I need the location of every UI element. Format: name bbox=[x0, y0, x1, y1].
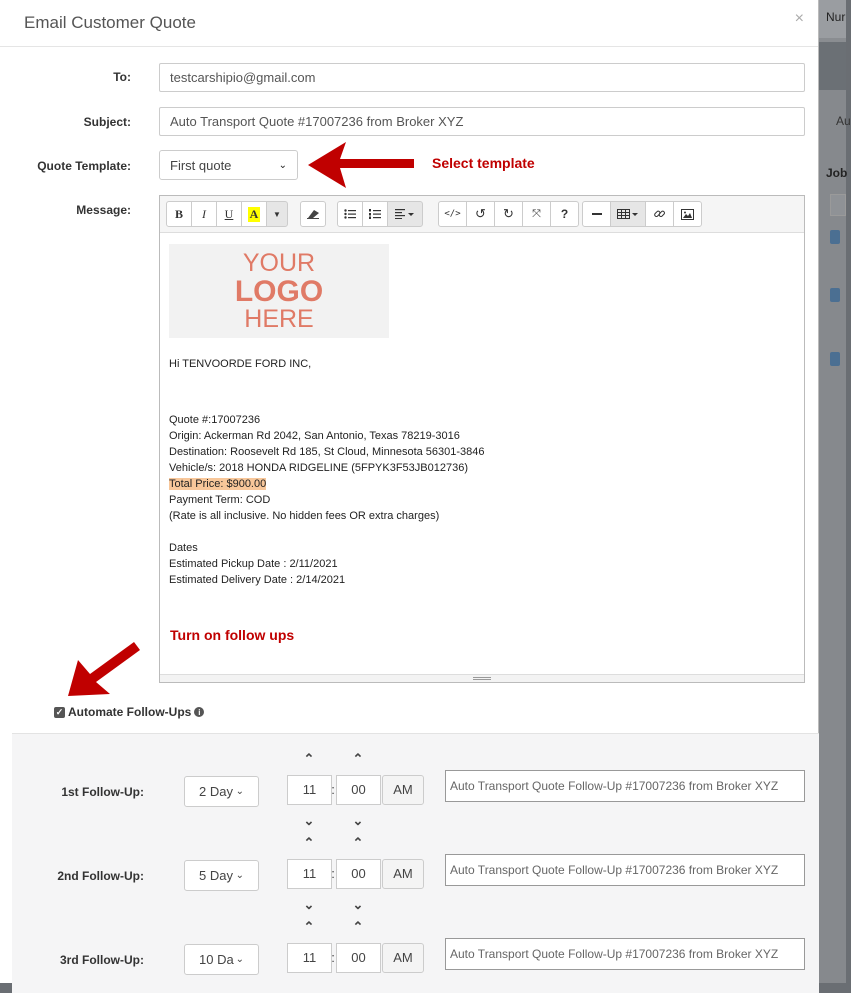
hour-up-icon[interactable]: ⌃ bbox=[303, 919, 315, 934]
followup-1-ampm-button[interactable]: AM bbox=[382, 775, 424, 805]
quote-template-label: Quote Template: bbox=[37, 159, 131, 173]
chevron-down-icon: ⌄ bbox=[235, 870, 244, 881]
background-column-header: Job bbox=[826, 166, 848, 180]
modal-title: Email Customer Quote bbox=[24, 13, 196, 32]
background-side-text: Au bbox=[836, 114, 851, 128]
followup-3-days-value: 10 Da bbox=[199, 952, 234, 967]
destination-text: Destination: Roosevelt Rd 185, St Cloud, Minnesota 56301-3846 bbox=[169, 446, 485, 458]
background-topbar bbox=[818, 0, 846, 38]
followup-2-hour[interactable]: 11 bbox=[287, 859, 332, 889]
time-separator: : bbox=[331, 866, 335, 881]
background-filter-box bbox=[830, 194, 846, 216]
automate-followups-row[interactable] bbox=[54, 705, 204, 719]
subject-field[interactable]: Auto Transport Quote #17007236 from Broker XYZ bbox=[159, 107, 805, 136]
fullscreen-icon[interactable]: ⤧ bbox=[522, 201, 551, 227]
to-label: To: bbox=[113, 70, 131, 84]
redo-icon[interactable]: ↻ bbox=[494, 201, 523, 227]
rate-note-text: (Rate is all inclusive. No hidden fees OR extra charges) bbox=[169, 510, 440, 522]
followup-3-label: 3rd Follow-Up: bbox=[60, 953, 144, 967]
close-icon[interactable]: × bbox=[794, 10, 804, 27]
message-label: Message: bbox=[76, 203, 131, 217]
followup-2-subject[interactable]: Auto Transport Quote Follow-Up #17007236 from Broker XYZ bbox=[445, 854, 805, 886]
followup-1-label: 1st Follow-Up: bbox=[61, 785, 144, 799]
minute-up-icon[interactable]: ⌃ bbox=[352, 835, 364, 850]
logo-line-2: LOGO bbox=[234, 274, 324, 308]
followups-arrow-icon bbox=[66, 640, 142, 698]
to-field[interactable]: testcarshipio@gmail.com bbox=[159, 63, 805, 92]
followup-1-hour[interactable]: 11 bbox=[287, 775, 332, 805]
followup-2-label: 2nd Follow-Up: bbox=[57, 869, 144, 883]
hour-down-icon[interactable]: ⌄ bbox=[303, 897, 315, 912]
followup-1-days-value: 2 Day bbox=[199, 784, 233, 799]
followups-panel bbox=[12, 733, 819, 993]
time-separator: : bbox=[331, 950, 335, 965]
toolbar-font-group bbox=[166, 201, 288, 227]
quote-template-value: First quote bbox=[170, 157, 232, 173]
align-icon[interactable] bbox=[387, 201, 423, 227]
followups-annotation: Turn on follow ups bbox=[170, 627, 295, 643]
link-icon[interactable] bbox=[645, 201, 674, 227]
italic-icon[interactable]: I bbox=[191, 201, 217, 227]
modal-header bbox=[0, 0, 818, 47]
chevron-down-icon: ⌄ bbox=[235, 954, 244, 965]
table-icon[interactable] bbox=[610, 201, 646, 227]
unordered-list-icon[interactable] bbox=[337, 201, 363, 227]
followup-2-ampm-button[interactable]: AM bbox=[382, 859, 424, 889]
dates-heading: Dates bbox=[169, 542, 198, 554]
hour-up-icon[interactable]: ⌃ bbox=[303, 835, 315, 850]
background-dark-band bbox=[818, 42, 846, 90]
select-template-annotation: Select template bbox=[432, 155, 535, 171]
quote-number-text: Quote #:17007236 bbox=[169, 414, 261, 426]
dropdown-icon[interactable]: ▼ bbox=[266, 201, 288, 227]
delivery-date-text: Estimated Delivery Date : 2/14/2021 bbox=[169, 574, 346, 586]
followup-3-subject[interactable]: Auto Transport Quote Follow-Up #17007236 from Broker XYZ bbox=[445, 938, 805, 970]
quote-template-select[interactable] bbox=[159, 150, 298, 180]
vehicle-text: Vehicle/s: 2018 HONDA RIDGELINE (5FPYK3F53JB012736) bbox=[169, 462, 468, 474]
minute-up-icon[interactable]: ⌃ bbox=[352, 919, 364, 934]
help-icon[interactable]: ? bbox=[550, 201, 579, 227]
followup-2-days-select[interactable] bbox=[184, 860, 259, 891]
picture-icon[interactable] bbox=[673, 201, 702, 227]
minute-down-icon[interactable]: ⌄ bbox=[352, 813, 364, 828]
info-icon[interactable]: i bbox=[194, 707, 204, 717]
underline-icon[interactable]: U bbox=[216, 201, 242, 227]
followup-1-subject[interactable]: Auto Transport Quote Follow-Up #17007236 from Broker XYZ bbox=[445, 770, 805, 802]
minute-up-icon[interactable]: ⌃ bbox=[352, 751, 364, 766]
logo-line-3: HERE bbox=[244, 304, 314, 333]
followup-2-days-value: 5 Day bbox=[199, 868, 233, 883]
background-info-icon bbox=[830, 230, 840, 244]
toolbar-misc-group bbox=[438, 201, 579, 227]
background-info-icon bbox=[830, 352, 840, 366]
grip-icon bbox=[473, 677, 491, 680]
toolbar-para-group bbox=[337, 201, 423, 227]
hour-up-icon[interactable]: ⌃ bbox=[303, 751, 315, 766]
payment-term-text: Payment Term: COD bbox=[169, 494, 271, 506]
hour-down-icon[interactable]: ⌄ bbox=[303, 813, 315, 828]
toolbar-clear-group bbox=[301, 201, 326, 227]
chevron-down-icon: ⌄ bbox=[235, 786, 244, 797]
followup-3-days-select[interactable] bbox=[184, 944, 259, 975]
greeting-text: Hi TENVOORDE FORD INC, bbox=[169, 358, 312, 370]
editor-resize-handle[interactable] bbox=[160, 674, 804, 682]
automate-followups-label: Automate Follow-Ups bbox=[68, 705, 192, 719]
total-price-text: Total Price: $900.00 bbox=[169, 478, 267, 490]
background-right-strip bbox=[818, 0, 851, 983]
subject-label: Subject: bbox=[83, 115, 131, 129]
chevron-down-icon: ⌄ bbox=[278, 159, 287, 171]
followup-3-hour[interactable]: 11 bbox=[287, 943, 332, 973]
toolbar-insert-group bbox=[582, 201, 702, 227]
editor-toolbar bbox=[160, 196, 804, 233]
background-info-icon bbox=[830, 288, 840, 302]
code-view-icon[interactable]: </> bbox=[438, 201, 467, 227]
select-template-arrow-icon bbox=[306, 140, 418, 190]
minute-down-icon[interactable]: ⌄ bbox=[352, 897, 364, 912]
followup-1-minute[interactable]: 00 bbox=[336, 775, 381, 805]
font-color-icon[interactable]: A bbox=[241, 201, 267, 227]
horizontal-rule-icon[interactable] bbox=[582, 201, 611, 227]
followup-3-minute[interactable]: 00 bbox=[336, 943, 381, 973]
background-panel bbox=[818, 90, 846, 983]
undo-icon[interactable]: ↺ bbox=[466, 201, 495, 227]
logo-line-1: YOUR bbox=[242, 248, 316, 277]
followup-3-ampm-button[interactable]: AM bbox=[382, 943, 424, 973]
background-top-text: Nur bbox=[826, 10, 846, 24]
editor-content[interactable] bbox=[169, 244, 789, 588]
logo-placeholder bbox=[169, 244, 389, 338]
bold-icon[interactable]: B bbox=[166, 201, 192, 227]
automate-followups-checkbox[interactable]: ✓ bbox=[55, 706, 64, 717]
followup-1-days-select[interactable] bbox=[184, 776, 259, 807]
time-separator: : bbox=[331, 782, 335, 797]
origin-text: Origin: Ackerman Rd 2042, San Antonio, Texas 78219-3016 bbox=[169, 430, 460, 442]
followup-2-minute[interactable]: 00 bbox=[336, 859, 381, 889]
message-editor[interactable] bbox=[159, 195, 805, 683]
eraser-icon[interactable] bbox=[300, 201, 326, 227]
pickup-date-text: Estimated Pickup Date : 2/11/2021 bbox=[169, 558, 338, 570]
ordered-list-icon[interactable] bbox=[362, 201, 388, 227]
